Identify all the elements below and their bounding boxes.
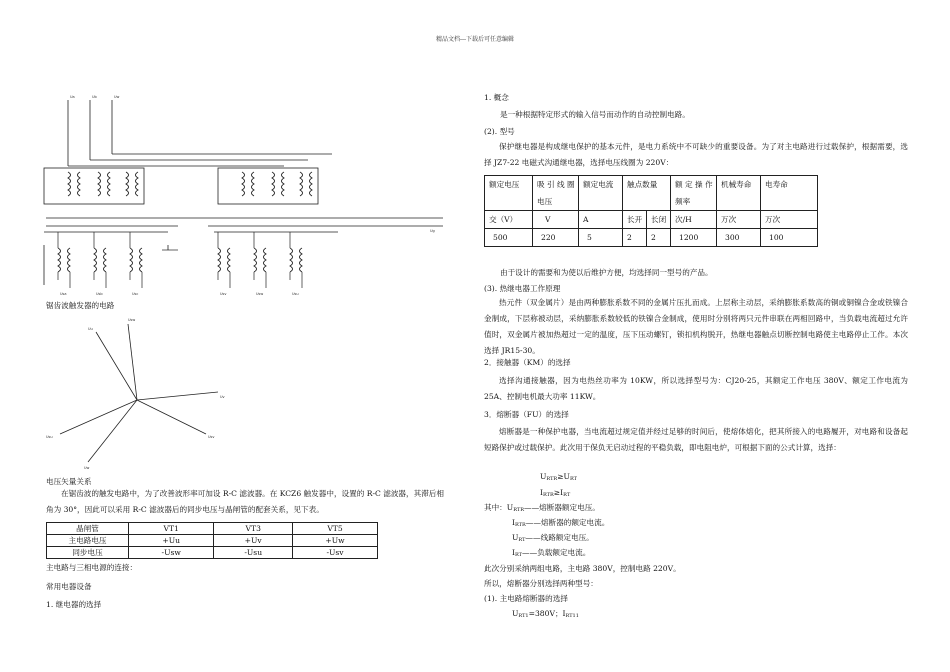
sync-voltage-table [46,522,378,559]
table-cell: 万次 [717,211,761,229]
table-cell: 万次 [761,211,818,229]
table-cell: -Usu [214,547,293,559]
page-header: 精品文档---下载后可任意编辑 [435,36,515,43]
trigger-circuit-diagram [38,90,448,300]
table-row [47,535,378,547]
table-cell: 额定电流 [579,176,623,211]
table-cell: 2 [623,229,647,247]
heading-concept: 1. 概念 [484,93,509,102]
main-fuse-heading: (1). 主电路熔断器的选择 [484,594,568,603]
filter-paragraph: 在锯齿波的触发电路中，为了改善波形率可加设 R-C 滤波器。在 KCZ6 触发器中，设置的 R-C 滤波器，其滞后相角为 30°，因此可以采用 R-C 滤波器后的同步电压与晶闸管的配套关系，见下表。 [46,489,444,514]
vec-uu: Uu [88,327,93,331]
table-cell: 晶闸管 [47,523,129,535]
item-relay-heading: 1. 继电器的选择 [46,600,102,609]
table-cell: 300 [717,229,761,247]
vector-caption: 电压矢量关系 [46,477,92,486]
vec-uv: Uv [220,395,225,399]
vec-usw: Usw [128,318,136,322]
label-usb: Usb [96,292,103,296]
table-cell: 电寿命 [761,176,818,211]
label-usu: Usu [292,292,299,296]
table-cell: 额定电压 [485,176,533,211]
fuse-paragraph: 熔断器是一种保护电器，当电流超过规定值并经过足够的时间后，使熔体熔化，把其所接入的电路履开，对电路和设备起短路保护或过载保护。此次用于保负无启动过程的平稳负载，即电阻电炉，可根据下面的公式计算，选择： [484,427,908,452]
table-cell: 500 [485,229,533,247]
main-fuse-values: $U_{RT1}=380V$；$I_{RT11}$ [512,609,579,619]
table-cell: 长开 [623,211,647,229]
formula-current: $I_{RTR}\ge I_{RT}$ [540,488,571,498]
table-cell: 吸 引 线 圈 电压 [533,176,579,211]
two-circuits-line: 此次分别采纳两组电路，主电路 380V，控制电路 220V。 [484,564,681,573]
table-row [47,523,378,535]
table-cell: 2 [647,229,671,247]
table-cell: A [579,211,623,229]
heading-model: (2). 型号 [484,127,515,136]
table-row [485,176,818,211]
table-cell: 1200 [671,229,717,247]
thermal-paragraph: 热元件（双金属片）是由两种膨胀系数不同的金属片压扎而成。上层称主动层，采纳膨胀系数高的铜或铜镍合金或铁镍合金制成，下层称被动层，采纳膨胀系数较低的铁镍合金制成，使用时分别将两只元件串联在两相回路中，当负载电流超过允许值时，双金属片被加热超过一定的温度，压下压动螺钉，锁扣机构脱开，热继电器触点切断控制电路使主电路停止工作。本次选择 JR15-30。 [484,298,908,355]
formula-voltage: $U_{RTR}\ge U_{RT}$ [540,472,577,482]
where-line-2: $U_{RT}——$线路额定电压。 [512,533,594,543]
heading-thermal-relay: (3). 热继电器工作原理 [484,284,561,293]
label-usw: Usw [256,292,264,296]
table-cell: +Uw [293,535,378,547]
label-usc: Usc [132,292,139,296]
where-line-0: 其中：$U_{RTR}——$熔断器额定电压。 [484,503,600,513]
table-cell: VT3 [214,523,293,535]
label-ub: Ub [92,95,97,99]
table-cell: +Uu [129,535,214,547]
main-circuit-line: 主电路与三相电源的连接： [46,563,138,572]
where-line-1: $I_{RTR}——$熔断器的额定电流。 [512,518,610,528]
table-cell: V [533,211,579,229]
table-cell: 机械寿命 [717,176,761,211]
table-row [485,229,818,247]
table-cell: 额 定 操 作 频率 [671,176,717,211]
concept-text: 是一种根据特定形式的输入信号而动作的自动控制电路。 [500,110,690,119]
table-cell: -Usv [293,547,378,559]
label-ug: Ug [430,229,435,233]
contactor-paragraph: 选择沟通接触器，因为电热丝功率为 10KW，所以选择型号为：CJ20-25，其额定工作电压 380V、额定工作电流为 25A、控制电机最大功率 11KW。 [484,376,908,401]
table-cell: 主电路电压 [47,535,129,547]
table-cell: VT5 [293,523,378,535]
table-cell: 5 [579,229,623,247]
fuse-models-line: 所以，熔断器分别选择两种型号： [484,579,598,588]
table-cell: 同步电压 [47,547,129,559]
heading-contactor: 2．接触器（KM）的选择 [484,358,571,367]
table-row [485,211,818,229]
relay-spec-table [484,175,818,247]
label-uw: Uw [114,95,120,99]
heading-fuse: 3．熔断器（FU）的选择 [484,410,569,419]
table-cell: +Uv [214,535,293,547]
label-ua: Ua [70,95,75,99]
label-usa: Usa [60,292,67,296]
same-model-note: 由于设计的需要和为使以后维护方便，均选择同一型号的产品。 [500,268,713,277]
table-cell: 220 [533,229,579,247]
vec-usv: Usv [208,435,215,439]
table-cell: 长闭 [647,211,671,229]
relay-paragraph: 保护继电器是构成继电保护的基本元件，是电力系统中不可缺少的重要设备。为了对主电路进行过载保护，根据需要，选择 JZ7-22 电磁式沟通继电器，选择电压线圈为 220V： [484,142,908,167]
table-cell: -Usw [129,547,214,559]
table-cell: VT1 [129,523,214,535]
table-cell: 次/H [671,211,717,229]
table-cell: 100 [761,229,818,247]
vec-uw: Uw [84,466,90,470]
table-cell: 交（V） [485,211,533,229]
circuit-caption: 锯齿波触发器的电路 [46,301,115,310]
table-cell: 触点数量 [623,176,671,211]
vec-usu: Usu [46,435,53,439]
label-usv: Usv [220,292,227,296]
table-row [47,547,378,559]
where-line-3: $I_{RT}——$负载额定电流。 [512,548,591,558]
section-heading: 常用电器设备 [46,582,92,591]
voltage-vector-diagram [40,312,260,474]
